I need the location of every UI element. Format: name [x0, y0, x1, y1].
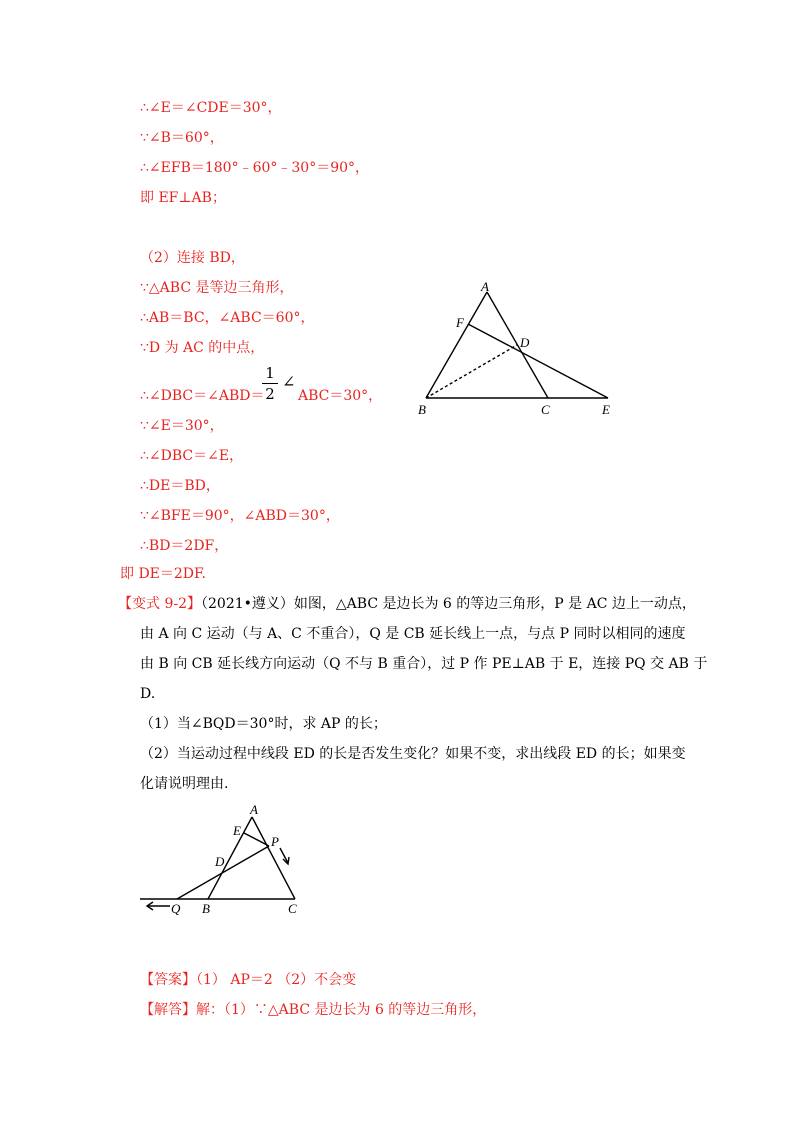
question-2a: （2）当运动过程中线段 ED 的长是否发生变化？如果不变，求出线段 ED 的长；如果变: [140, 746, 686, 762]
segment-bd-dashed: [426, 345, 517, 398]
proof1-line-2: ∵∠B＝60°，: [140, 130, 224, 146]
variant-source: （2021•遵义）: [201, 596, 294, 612]
label-b: B: [202, 901, 210, 916]
variant-line-3: 由 B 向 CB 延长线方向运动（Q 不与 B 重合），过 P 作 PE⊥AB 于 E，连接 PQ 交 AB 于: [140, 656, 708, 672]
answer-label: 【答案】: [140, 972, 196, 988]
proof2-line-10: ∴BD＝2DF，: [140, 538, 229, 554]
proof2-line-2: ∵△ABC 是等边三角形，: [140, 280, 294, 296]
variant-line-2: 由 A 向 C 运动（与 A、C 不重合），Q 是 CB 延长线上一点，与点 P 同时以相同的速度: [140, 626, 686, 642]
label-d: D: [520, 335, 530, 350]
fraction-one-half: [262, 364, 278, 403]
proof2-line-7: ∴∠DBC＝∠E，: [140, 448, 244, 464]
fraction-numerator: 1: [265, 364, 275, 382]
solution-line: [140, 1000, 486, 1020]
proof2-line-1: （2）连接 BD，: [140, 250, 245, 266]
variant-text-1: 如图，△ABC 是边长为 6 的等边三角形，P 是 AC 边上一动点，: [293, 596, 696, 612]
proof1-line-4: 即 EF⊥AB；: [140, 190, 226, 206]
label-a: A: [481, 279, 489, 294]
proof1-line-3: ∴∠EFB＝180°﹣60°﹣30°＝90°，: [140, 160, 370, 176]
question-1: （1）当∠BQD＝30°时，求 AP 的长；: [140, 716, 387, 732]
proof2-line-6: ∵∠E＝30°，: [140, 418, 224, 434]
proof2-line-3: ∴AB＝BC，∠ABC＝60°，: [140, 310, 315, 326]
segment-ba: [426, 292, 487, 398]
label-b: B: [418, 402, 426, 417]
segment-ep: [244, 833, 269, 846]
solution-text: 解：（1）∵△ABC 是边长为 6 的等边三角形，: [196, 1002, 487, 1018]
proof2-line-11: 即 DE＝2DF.: [120, 566, 207, 582]
label-c: C: [541, 402, 550, 417]
label-q: Q: [171, 901, 181, 916]
label-e: E: [602, 402, 610, 417]
proof2-line-8: ∴DE＝BD，: [140, 478, 220, 494]
proof2-line-5a: ∴∠DBC＝∠ABD＝: [140, 388, 265, 404]
fraction-denominator: 2: [265, 385, 275, 403]
label-e: E: [233, 823, 241, 838]
proof2-line-5c: ABC＝30°，: [298, 388, 383, 404]
answer-text: （1） AP＝2 （2）不会变: [196, 972, 357, 988]
proof2-line-9: ∵∠BFE＝90°，∠ABD＝30°，: [140, 508, 340, 524]
label-a: A: [250, 802, 258, 817]
label-p: P: [271, 834, 279, 849]
solution-label: 【解答】: [140, 1002, 196, 1018]
figure-triangle-2: [138, 800, 308, 920]
fraction-bar: [262, 383, 278, 384]
label-f: F: [456, 315, 464, 330]
variant-line-4: D.: [140, 686, 156, 702]
question-2b: 化请说明理由.: [140, 776, 229, 792]
variant-line-1: [118, 594, 696, 614]
label-c: C: [288, 901, 297, 916]
angle-symbol: ∠: [282, 372, 296, 391]
variant-tag: 【变式 9-2】: [118, 596, 201, 612]
answer-line: [140, 970, 356, 990]
proof2-line-4: ∵D 为 AC 的中点，: [140, 340, 265, 356]
figure-triangle-1: [410, 276, 630, 420]
label-d: D: [215, 854, 225, 869]
proof1-line-1: ∴∠E＝∠CDE＝30°，: [140, 100, 282, 116]
segment-ac: [487, 292, 548, 398]
